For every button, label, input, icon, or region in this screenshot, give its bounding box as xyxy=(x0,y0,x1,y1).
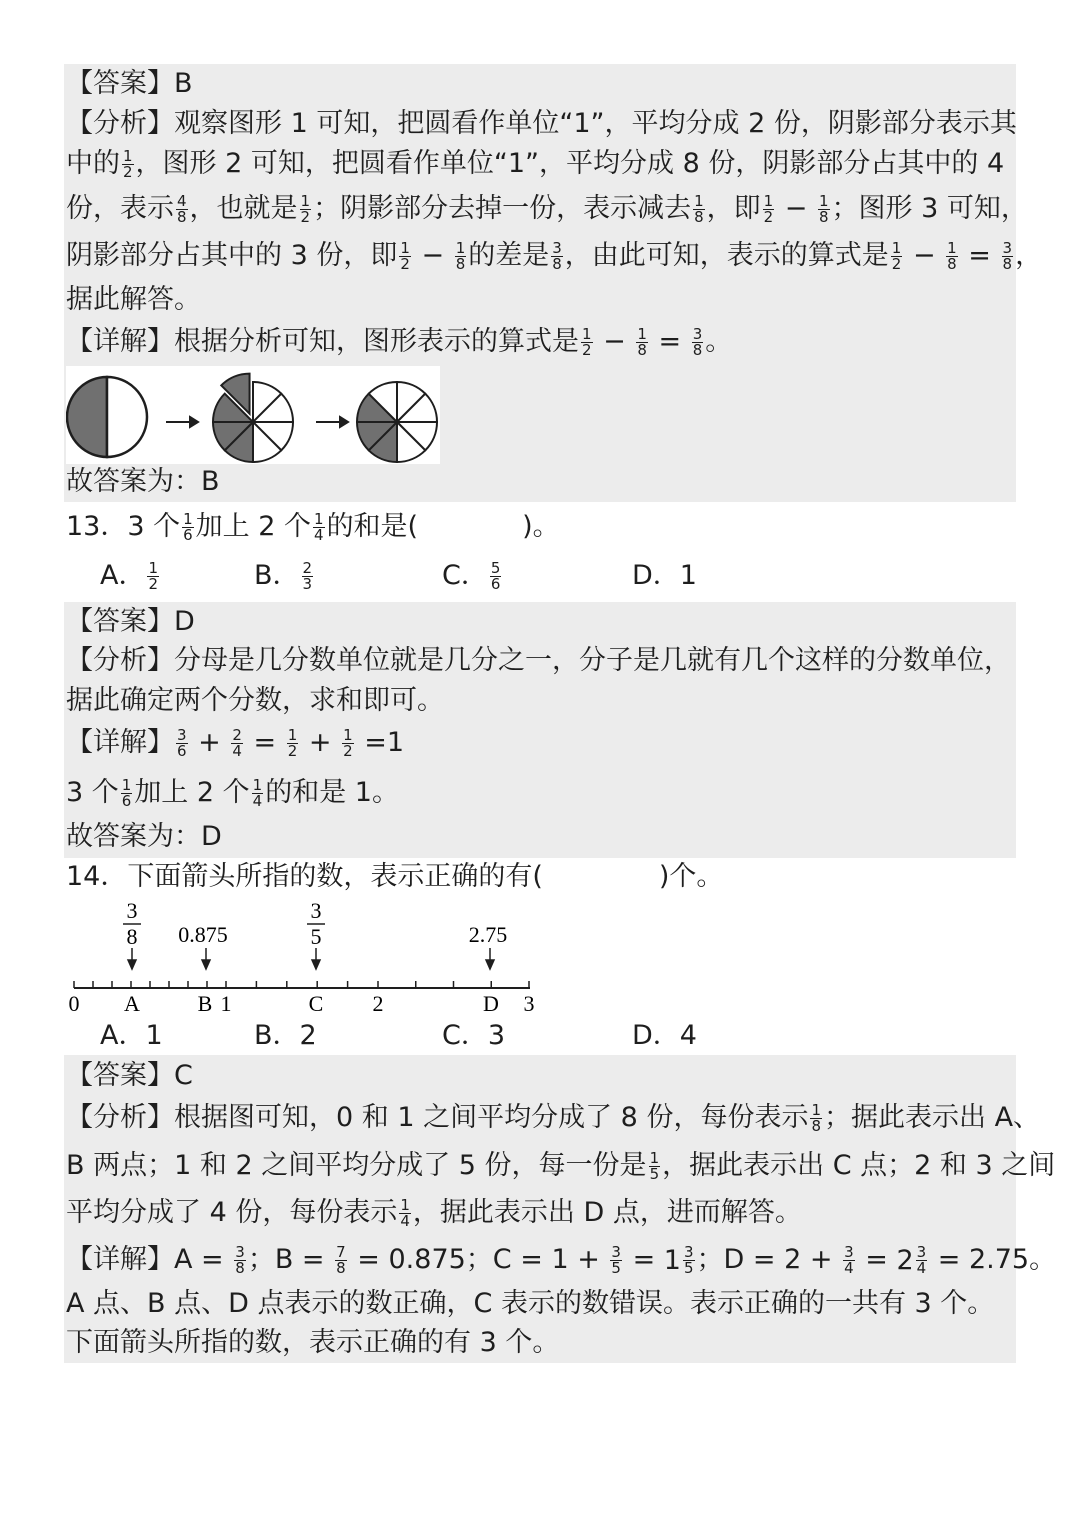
tick-label-0: 0 xyxy=(68,991,80,1016)
fraction: $\frac{1}{2}$ xyxy=(582,325,592,359)
detail-text: A 点、B 点、D 点表示的数正确，C 表示的数错误。表示正确的一共有 3 个。 xyxy=(66,1288,995,1319)
q14-detail-line-1: 【详解】A = $\frac{3}{8}$ ；B = $\frac{7}{8}$ = 0.875；C = 1 + $\frac{3}{5}$ = 1 $\frac{3}{5}$ ；D = 2 + $\frac{3}{4}$ = 2 $\frac{3}{4}$ = 2.75。 xyxy=(66,1243,1057,1277)
svg-text:3: 3 xyxy=(126,898,138,923)
fraction: $\frac{3}{8}$ xyxy=(552,239,562,273)
fraction: $\frac{4}{8}$ xyxy=(177,192,187,226)
q13-detail-line-2: 3 个 $\frac{1}{6}$ 加上 2 个 $\frac{1}{4}$ 的和是 1。 xyxy=(66,776,399,810)
q14-option-c[interactable]: C．3 xyxy=(442,1020,506,1051)
q13-detail-line-1: 【详解】 $\frac{3}{6}$ + $\frac{2}{4}$ = $\frac{1}{2}$ + $\frac{1}{2}$ =1 xyxy=(66,726,405,760)
answer-value: D xyxy=(174,606,195,637)
q12-analysis-line-4: 阴影部分占其中的 3 份，即 $\frac{1}{2}$ − $\frac{1}{8}$ 的差是 $\frac{3}{8}$ ，由此可知，表示的算式是 $\frac{1}{2}$ − $\frac{1}{8}$ = $\frac{3}{8}$ ， xyxy=(66,239,1043,273)
q13-option-d[interactable]: D．1 xyxy=(632,560,697,591)
q12-conclusion xyxy=(66,462,220,502)
analysis-text: ，由此可知，表示的算式是 xyxy=(564,240,889,271)
analysis-text: ，据此表示出 C 点；2 和 3 之间 xyxy=(662,1150,1056,1181)
q13-stem xyxy=(66,507,560,547)
analysis-text: ，即 xyxy=(706,193,761,224)
point-label-d: D xyxy=(483,991,499,1016)
detail-text: 的和是 1。 xyxy=(265,777,399,808)
conclusion-text: 故答案为：D xyxy=(66,821,222,852)
fraction: $\frac{1}{6}$ xyxy=(183,510,193,544)
q13-option-a[interactable]: A． $\frac{1}{2}$ xyxy=(100,559,159,593)
q14-option-a[interactable]: A．1 xyxy=(100,1020,163,1051)
q13-analysis-line-1 xyxy=(66,641,1011,681)
detail-text: 加上 2 个 xyxy=(134,777,250,808)
tick-label-1: 1 xyxy=(220,991,232,1016)
q14-analysis-line-2: B 两点；1 和 2 之间平均分成了 5 份，每一份是 $\frac{1}{5}$ ，据此表示出 C 点；2 和 3 之间 xyxy=(66,1149,1056,1183)
circle-fraction-figure xyxy=(66,366,440,464)
q14-option-b[interactable]: B．2 xyxy=(254,1020,317,1051)
answer-value: C xyxy=(174,1060,193,1091)
analysis-text: ，也就是 xyxy=(189,193,298,224)
stem-text: 14．下面箭头所指的数，表示正确的有( xyxy=(66,861,543,892)
arrow-down-icon xyxy=(128,948,136,969)
q12-answer-line xyxy=(66,64,193,104)
label-0-875: 0.875 xyxy=(178,922,228,947)
detail-label: 【详解】 xyxy=(66,727,174,758)
analysis-text: 中的 xyxy=(66,148,120,179)
q13-option-c[interactable]: C． $\frac{5}{6}$ xyxy=(442,559,501,593)
analysis-text: ；图形 3 可知， xyxy=(831,193,1028,224)
arrow-down-icon xyxy=(202,948,210,969)
point-label-b: B xyxy=(197,991,213,1016)
arrow-down-icon xyxy=(486,948,494,969)
stem-text: 13．3 个 xyxy=(66,511,181,542)
analysis-label: 【分析】 xyxy=(66,645,174,676)
fraction: $\frac{3}{8}$ xyxy=(1002,239,1013,273)
stem-text: 的和是( xyxy=(326,511,419,542)
q14-answer-line xyxy=(66,1056,193,1096)
label-2-75: 2.75 xyxy=(468,922,508,947)
fraction: $\frac{1}{8}$ xyxy=(947,239,957,273)
answer-value: B xyxy=(174,68,193,99)
answer-label: 【答案】 xyxy=(66,1060,174,1091)
stem-text: )个。 xyxy=(658,861,724,892)
fraction: $\frac{1}{2}$ xyxy=(400,239,410,273)
q13-answer-line xyxy=(66,602,195,642)
analysis-text: 观察图形 1 可知，把圆看作单位“1”，平均分成 2 份，阴影部分表示其 xyxy=(174,108,1017,139)
number-line-figure xyxy=(60,896,550,1018)
answer-label: 【答案】 xyxy=(66,68,174,99)
fraction: $\frac{1}{8}$ xyxy=(819,192,829,226)
circle-half xyxy=(67,377,147,457)
q14-detail-line-2 xyxy=(66,1284,994,1324)
detail-text: 下面箭头所指的数，表示正确的有 3 个。 xyxy=(66,1327,560,1358)
analysis-text: ，据此表示出 D 点，进而解答。 xyxy=(412,1197,802,1228)
analysis-text: ；阴影部分去掉一份，表示减去 xyxy=(313,193,692,224)
svg-text:5: 5 xyxy=(310,924,322,949)
q12-analysis-line-1 xyxy=(66,104,1017,144)
fraction: $\frac{1}{8}$ xyxy=(455,239,466,273)
q12-analysis-line-5 xyxy=(66,280,201,320)
analysis-text: 分母是几分数单位就是几分之一，分子是几就有几个这样的分数单位， xyxy=(174,645,1011,676)
point-label-a: A xyxy=(124,991,140,1016)
detail-label: 【详解】 xyxy=(66,1244,174,1275)
fraction: $\frac{1}{8}$ xyxy=(637,325,647,359)
stem-text: 加上 2 个 xyxy=(195,511,312,542)
q14-analysis-line-3: 平均分成了 4 份，每份表示 $\frac{1}{4}$ ，据此表示出 D 点，进而解答。 xyxy=(66,1196,802,1230)
q14-stem xyxy=(66,857,723,897)
detail-text: 根据分析可知，图形表示的算式是 xyxy=(174,326,579,357)
fraction: $\frac{1}{2}$ xyxy=(891,239,902,273)
q12-detail-line: 【详解】根据分析可知，图形表示的算式是 $\frac{1}{2}$ − $\frac{1}{8}$ = $\frac{3}{8}$ 。 xyxy=(66,325,733,359)
detail-text: 3 个 xyxy=(66,777,119,808)
point-label-c: C xyxy=(308,991,324,1016)
q13-analysis-line-2 xyxy=(66,681,444,721)
q14-analysis-line-1: 【分析】根据图可知，0 和 1 之间平均分成了 8 份，每份表示 $\frac{1}{8}$ ；据此表示出 A、 xyxy=(66,1101,1041,1135)
q13-option-b[interactable]: B． $\frac{2}{3}$ xyxy=(254,559,313,593)
label-three-fifths xyxy=(307,898,325,949)
detail-label: 【详解】 xyxy=(66,326,174,357)
answer-label: 【答案】 xyxy=(66,606,174,637)
analysis-label: 【分析】 xyxy=(66,108,174,139)
tick-label-3: 3 xyxy=(523,991,535,1016)
analysis-text: 阴影部分占其中的 3 份，即 xyxy=(66,240,398,271)
svg-text:8: 8 xyxy=(126,924,138,949)
circle-eighths-three-shaded xyxy=(357,382,437,462)
fraction: $\frac{3}{8}$ xyxy=(692,325,703,359)
fraction: $\frac{1}{2}$ xyxy=(123,147,133,181)
svg-text:3: 3 xyxy=(310,898,322,923)
fraction: $\frac{1}{8}$ xyxy=(694,192,704,226)
analysis-text: ；据此表示出 A、 xyxy=(824,1102,1041,1133)
tick-label-2: 2 xyxy=(372,991,384,1016)
analysis-text: 据此确定两个分数，求和即可。 xyxy=(66,685,444,716)
analysis-text: 据此解答。 xyxy=(66,284,201,315)
arrow-down-icon xyxy=(312,948,320,969)
q12-analysis-line-3: 份，表示 $\frac{4}{8}$ ，也就是 $\frac{1}{2}$ ；阴影部分去掉一份，表示减去 $\frac{1}{8}$ ，即 $\frac{1}{2}$ − $\frac{1}{8}$ ；图形 3 可知， xyxy=(66,192,1028,226)
fraction: $\frac{1}{2}$ xyxy=(763,192,774,226)
analysis-label: 【分析】 xyxy=(66,1102,174,1133)
analysis-text: 平均分成了 4 份，每份表示 xyxy=(66,1197,398,1228)
stem-text: )。 xyxy=(522,511,560,542)
q14-detail-line-3 xyxy=(66,1323,559,1363)
q14-option-d[interactable]: D．4 xyxy=(632,1020,697,1051)
analysis-text: 份，表示 xyxy=(66,193,174,224)
conclusion-text: 故答案为：B xyxy=(66,466,220,497)
analysis-text: ，图形 2 可知，把圆看作单位“1”，平均分成 8 份，阴影部分占其中的 4 xyxy=(135,148,1005,179)
q12-analysis-line-2 xyxy=(66,144,1004,184)
analysis-text: B 两点；1 和 2 之间平均分成了 5 份，每一份是 xyxy=(66,1150,647,1181)
label-three-eighths xyxy=(123,898,141,949)
analysis-text: 的差是 xyxy=(468,240,550,271)
analysis-text: 根据图可知，0 和 1 之间平均分成了 8 份，每份表示 xyxy=(174,1102,809,1133)
fraction: $\frac{1}{4}$ xyxy=(314,510,324,544)
q13-conclusion xyxy=(66,817,222,857)
fraction: $\frac{1}{2}$ xyxy=(300,192,311,226)
